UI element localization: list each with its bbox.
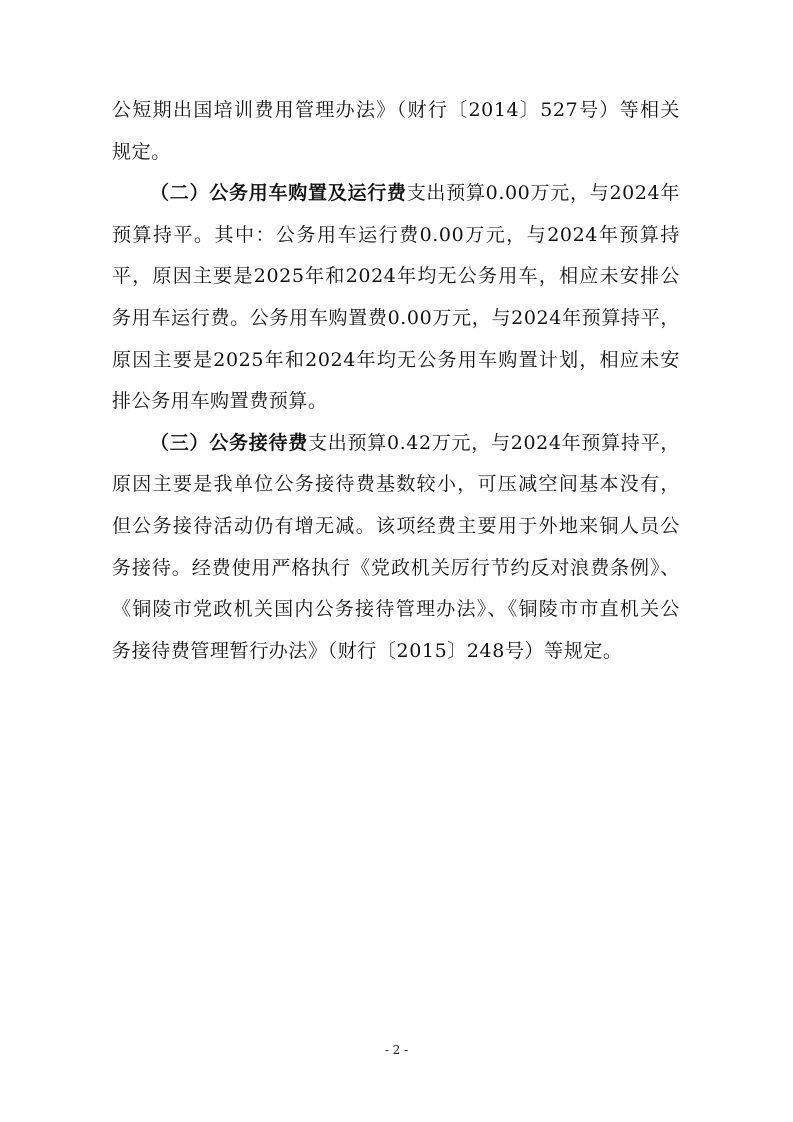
paragraph-continuation — [112, 90, 680, 173]
section-heading-reception: （三）公务接待费 — [150, 431, 308, 454]
paragraph-reception-costs — [112, 423, 680, 673]
section-heading-vehicle: （二）公务用车购置及运行费 — [150, 182, 407, 205]
paragraph-text: 公短期出国培训费用管理办法》（财行〔2014〕527号）等相关规定。 — [112, 99, 680, 163]
paragraph-text: 支出预算0.00万元，与2024年预算持平。其中：公务用车运行费0.00万元，与2024年预算持平，原因主要是2025年和2024年均无公务用车，相应未安排公务用车运行费。公务用车购置费0.00万元，与2024年预算持平，原因主要是2025年和2024年均无公务用车购置计划，相应未安排公务用车购置费预算。 — [112, 182, 680, 413]
document-body — [112, 90, 680, 672]
paragraph-vehicle-costs — [112, 173, 680, 423]
page-number: - 2 - — [384, 1043, 409, 1057]
paragraph-text: 支出预算0.42万元，与2024年预算持平，原因主要是我单位公务接待费基数较小，可压减空间基本没有，但公务接待活动仍有增无减。该项经费主要用于外地来铜人员公务接待。经费使用严格执行《党政机关厉行节约反对浪费条例》、《铜陵市党政机关国内公务接待管理办法》、《铜陵市市直机关公务接待费管理暂行办法》（财行〔2015〕248号）等规定。 — [112, 431, 680, 662]
